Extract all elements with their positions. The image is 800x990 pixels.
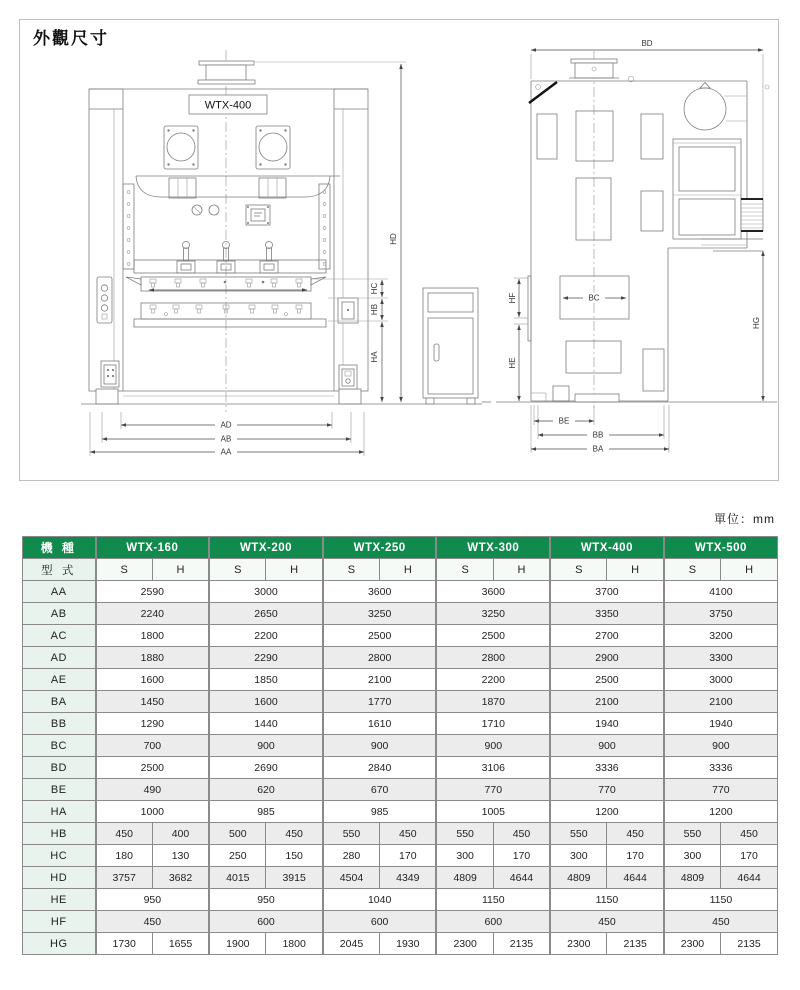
dim-value-cell: 1450 [96, 691, 210, 713]
dim-value-cell: 550 [323, 823, 380, 845]
dim-value-cell: 450 [96, 911, 210, 933]
dim-value-cell: 2500 [436, 625, 550, 647]
dim-value-cell: 4644 [493, 867, 550, 889]
dim-value-cell: 900 [209, 735, 323, 757]
dim-value-cell: 300 [550, 845, 607, 867]
dim-value-cell: 2500 [96, 757, 210, 779]
dim-label-be: BE [558, 416, 570, 426]
dim-value-cell: 2900 [550, 647, 664, 669]
dim-value-cell: 770 [664, 779, 778, 801]
dim-label-cell: HG [23, 933, 96, 955]
dim-label-bc: BC [588, 293, 600, 303]
dim-value-cell: 620 [209, 779, 323, 801]
dim-label-cell: AB [23, 603, 96, 625]
dim-value-cell: 2100 [323, 669, 437, 691]
dim-value-cell: 3336 [664, 757, 778, 779]
dim-label-cell: HE [23, 889, 96, 911]
dim-value-cell: 3000 [664, 669, 778, 691]
dim-value-cell: 600 [209, 911, 323, 933]
dim-value-cell: 490 [96, 779, 210, 801]
table-row-ba [23, 691, 778, 713]
dim-value-cell: 550 [550, 823, 607, 845]
dim-label-ab: AB [220, 434, 232, 444]
dim-value-cell: 1610 [323, 713, 437, 735]
dim-value-cell: 1000 [96, 801, 210, 823]
subcol-s-cell: S [436, 559, 493, 581]
subcol-h-cell: H [493, 559, 550, 581]
subcol-s-cell: S [323, 559, 380, 581]
dim-value-cell: 2200 [436, 669, 550, 691]
dim-label-cell: BE [23, 779, 96, 801]
dim-value-cell: 3300 [664, 647, 778, 669]
unit-label: 單位：mm [714, 512, 775, 526]
dim-value-cell: 2590 [96, 581, 210, 603]
dim-value-cell: 1930 [380, 933, 437, 955]
dim-value-cell: 2200 [209, 625, 323, 647]
dim-value-cell: 450 [721, 823, 778, 845]
dim-value-cell: 2100 [550, 691, 664, 713]
dim-value-cell: 1600 [209, 691, 323, 713]
dim-value-cell: 950 [96, 889, 210, 911]
control-cabinet-drawing [423, 288, 478, 404]
dim-value-cell: 450 [493, 823, 550, 845]
dim-label-cell: AE [23, 669, 96, 691]
dim-value-cell: 280 [323, 845, 380, 867]
dim-value-cell: 600 [323, 911, 437, 933]
dim-value-cell: 2240 [96, 603, 210, 625]
dim-value-cell: 900 [436, 735, 550, 757]
dim-label-cell: HF [23, 911, 96, 933]
model-header-wtx-160: WTX-160 [96, 537, 210, 559]
dim-value-cell: 900 [323, 735, 437, 757]
type-header-cell: 型 式 [23, 559, 96, 581]
table-row-bc [23, 735, 778, 757]
dim-value-cell: 4644 [721, 867, 778, 889]
dim-value-cell: 2650 [209, 603, 323, 625]
dim-value-cell: 3106 [436, 757, 550, 779]
dim-value-cell: 1900 [209, 933, 266, 955]
dim-value-cell: 1600 [96, 669, 210, 691]
dim-value-cell: 985 [209, 801, 323, 823]
dim-value-cell: 450 [380, 823, 437, 845]
dim-value-cell: 3700 [550, 581, 664, 603]
dim-value-cell: 3000 [209, 581, 323, 603]
table-row-ae [23, 669, 778, 691]
dim-value-cell: 770 [436, 779, 550, 801]
dim-value-cell: 3750 [664, 603, 778, 625]
dim-value-cell: 3200 [664, 625, 778, 647]
dim-label-hb: HB [370, 303, 379, 316]
dim-label-bd: BD [641, 39, 653, 48]
dim-value-cell: 985 [323, 801, 437, 823]
dim-label-hf: HF [508, 292, 517, 304]
dim-value-cell: 2690 [209, 757, 323, 779]
dim-value-cell: 450 [96, 823, 153, 845]
dim-label-cell: AD [23, 647, 96, 669]
page-title: 外觀尺寸 [33, 29, 109, 48]
dim-value-cell: 450 [266, 823, 323, 845]
table-row-ac [23, 625, 778, 647]
dim-value-cell: 4100 [664, 581, 778, 603]
dim-label-cell: HD [23, 867, 96, 889]
dim-value-cell: 700 [96, 735, 210, 757]
table-row-hb [23, 823, 778, 845]
dim-value-cell: 3336 [550, 757, 664, 779]
dim-value-cell: 2045 [323, 933, 380, 955]
dim-value-cell: 1200 [550, 801, 664, 823]
dim-value-cell: 2290 [209, 647, 323, 669]
dim-value-cell: 450 [664, 911, 778, 933]
table-row-bd [23, 757, 778, 779]
dim-value-cell: 2300 [550, 933, 607, 955]
dim-value-cell: 2500 [323, 625, 437, 647]
dim-value-cell: 400 [152, 823, 209, 845]
dim-value-cell: 900 [664, 735, 778, 757]
dim-value-cell: 170 [380, 845, 437, 867]
dim-value-cell: 4504 [323, 867, 380, 889]
model-header-wtx-250: WTX-250 [323, 537, 437, 559]
dim-label-cell: BD [23, 757, 96, 779]
table-row-aa [23, 581, 778, 603]
dim-value-cell: 1440 [209, 713, 323, 735]
model-header-wtx-200: WTX-200 [209, 537, 323, 559]
table-row-be [23, 779, 778, 801]
dim-value-cell: 4015 [209, 867, 266, 889]
corner-header-cell: 機 種 [23, 537, 96, 559]
dim-label-cell: HA [23, 801, 96, 823]
table-row-ad [23, 647, 778, 669]
dim-value-cell: 4809 [664, 867, 721, 889]
dim-value-cell: 4809 [436, 867, 493, 889]
dim-label-cell: BC [23, 735, 96, 757]
dim-value-cell: 4644 [607, 867, 664, 889]
dim-value-cell: 900 [550, 735, 664, 757]
front-view-drawing [81, 50, 482, 412]
dim-label-cell: HB [23, 823, 96, 845]
dim-value-cell: 1850 [209, 669, 323, 691]
subcol-s-cell: S [550, 559, 607, 581]
dim-value-cell: 450 [607, 823, 664, 845]
table-row-ha [23, 801, 778, 823]
dim-value-cell: 770 [550, 779, 664, 801]
dim-value-cell: 1800 [96, 625, 210, 647]
side-view-drawing [482, 51, 777, 411]
dim-value-cell: 2500 [550, 669, 664, 691]
dim-value-cell: 670 [323, 779, 437, 801]
dim-value-cell: 1880 [96, 647, 210, 669]
dim-value-cell: 1940 [664, 713, 778, 735]
dim-value-cell: 1770 [323, 691, 437, 713]
dim-label-cell: HC [23, 845, 96, 867]
dim-value-cell: 150 [266, 845, 323, 867]
dim-value-cell: 1290 [96, 713, 210, 735]
dim-label-ba: BA [592, 444, 604, 454]
model-plate-label: WTX-400 [204, 99, 252, 112]
dim-value-cell: 2135 [721, 933, 778, 955]
dim-value-cell: 170 [721, 845, 778, 867]
model-header-row [23, 537, 778, 559]
dim-value-cell: 1150 [436, 889, 550, 911]
dim-value-cell: 2300 [436, 933, 493, 955]
subcol-s-cell: S [664, 559, 721, 581]
dim-label-cell: BB [23, 713, 96, 735]
dim-value-cell: 1200 [664, 801, 778, 823]
model-header-wtx-500: WTX-500 [664, 537, 778, 559]
dim-value-cell: 1800 [266, 933, 323, 955]
dim-value-cell: 2100 [664, 691, 778, 713]
dim-label-ad: AD [220, 420, 232, 430]
dim-value-cell: 2300 [664, 933, 721, 955]
table-body [23, 581, 778, 955]
dim-value-cell: 1005 [436, 801, 550, 823]
dim-value-cell: 180 [96, 845, 153, 867]
dim-value-cell: 250 [209, 845, 266, 867]
model-header-wtx-300: WTX-300 [436, 537, 550, 559]
dim-value-cell: 3250 [323, 603, 437, 625]
dim-value-cell: 1150 [664, 889, 778, 911]
dim-value-cell: 170 [607, 845, 664, 867]
dim-value-cell: 170 [493, 845, 550, 867]
table-head [23, 537, 778, 581]
dim-label-cell: AC [23, 625, 96, 647]
dim-value-cell: 1710 [436, 713, 550, 735]
dim-value-cell: 3682 [152, 867, 209, 889]
dim-label-hc: HC [370, 282, 379, 295]
dim-value-cell: 450 [550, 911, 664, 933]
dim-label-cell: AA [23, 581, 96, 603]
dim-value-cell: 4349 [380, 867, 437, 889]
subcol-s-cell: S [209, 559, 266, 581]
dim-value-cell: 2800 [436, 647, 550, 669]
type-header-row [23, 559, 778, 581]
dimension-drawing [20, 20, 778, 480]
dim-value-cell: 1655 [152, 933, 209, 955]
dim-value-cell: 4809 [550, 867, 607, 889]
subcol-h-cell: H [152, 559, 209, 581]
subcol-s-cell: S [96, 559, 153, 581]
dim-value-cell: 2700 [550, 625, 664, 647]
technical-drawing-panel [19, 19, 779, 481]
dim-value-cell: 500 [209, 823, 266, 845]
dim-value-cell: 2135 [607, 933, 664, 955]
subcol-h-cell: H [721, 559, 778, 581]
dim-value-cell: 550 [664, 823, 721, 845]
dim-label-hg: HG [752, 317, 761, 329]
dim-value-cell: 3600 [323, 581, 437, 603]
dim-label-he: HE [508, 357, 517, 369]
dimension-table [22, 536, 778, 955]
dim-value-cell: 2135 [493, 933, 550, 955]
table-row-bb [23, 713, 778, 735]
table-row-ab [23, 603, 778, 625]
dim-value-cell: 300 [436, 845, 493, 867]
dim-value-cell: 3757 [96, 867, 153, 889]
model-header-wtx-400: WTX-400 [550, 537, 664, 559]
dim-value-cell: 300 [664, 845, 721, 867]
dim-label-ha: HA [370, 351, 379, 363]
dim-value-cell: 1870 [436, 691, 550, 713]
dim-label-hd: HD [389, 233, 398, 245]
dim-value-cell: 1730 [96, 933, 153, 955]
subcol-h-cell: H [266, 559, 323, 581]
dim-value-cell: 550 [436, 823, 493, 845]
table-row-he [23, 889, 778, 911]
subcol-h-cell: H [607, 559, 664, 581]
dim-value-cell: 1940 [550, 713, 664, 735]
table-row-hd [23, 867, 778, 889]
dim-label-cell: BA [23, 691, 96, 713]
dim-label-bb: BB [592, 430, 604, 440]
dim-value-cell: 2800 [323, 647, 437, 669]
subcol-h-cell: H [380, 559, 437, 581]
dim-value-cell: 130 [152, 845, 209, 867]
dim-value-cell: 2840 [323, 757, 437, 779]
dim-value-cell: 3915 [266, 867, 323, 889]
dim-value-cell: 1150 [550, 889, 664, 911]
dim-value-cell: 950 [209, 889, 323, 911]
dim-value-cell: 3250 [436, 603, 550, 625]
dim-value-cell: 1040 [323, 889, 437, 911]
dim-label-aa: AA [220, 447, 232, 457]
dim-value-cell: 3350 [550, 603, 664, 625]
table-row-hc [23, 845, 778, 867]
dim-value-cell: 600 [436, 911, 550, 933]
table-row-hg [23, 933, 778, 955]
dim-value-cell: 3600 [436, 581, 550, 603]
table-row-hf [23, 911, 778, 933]
